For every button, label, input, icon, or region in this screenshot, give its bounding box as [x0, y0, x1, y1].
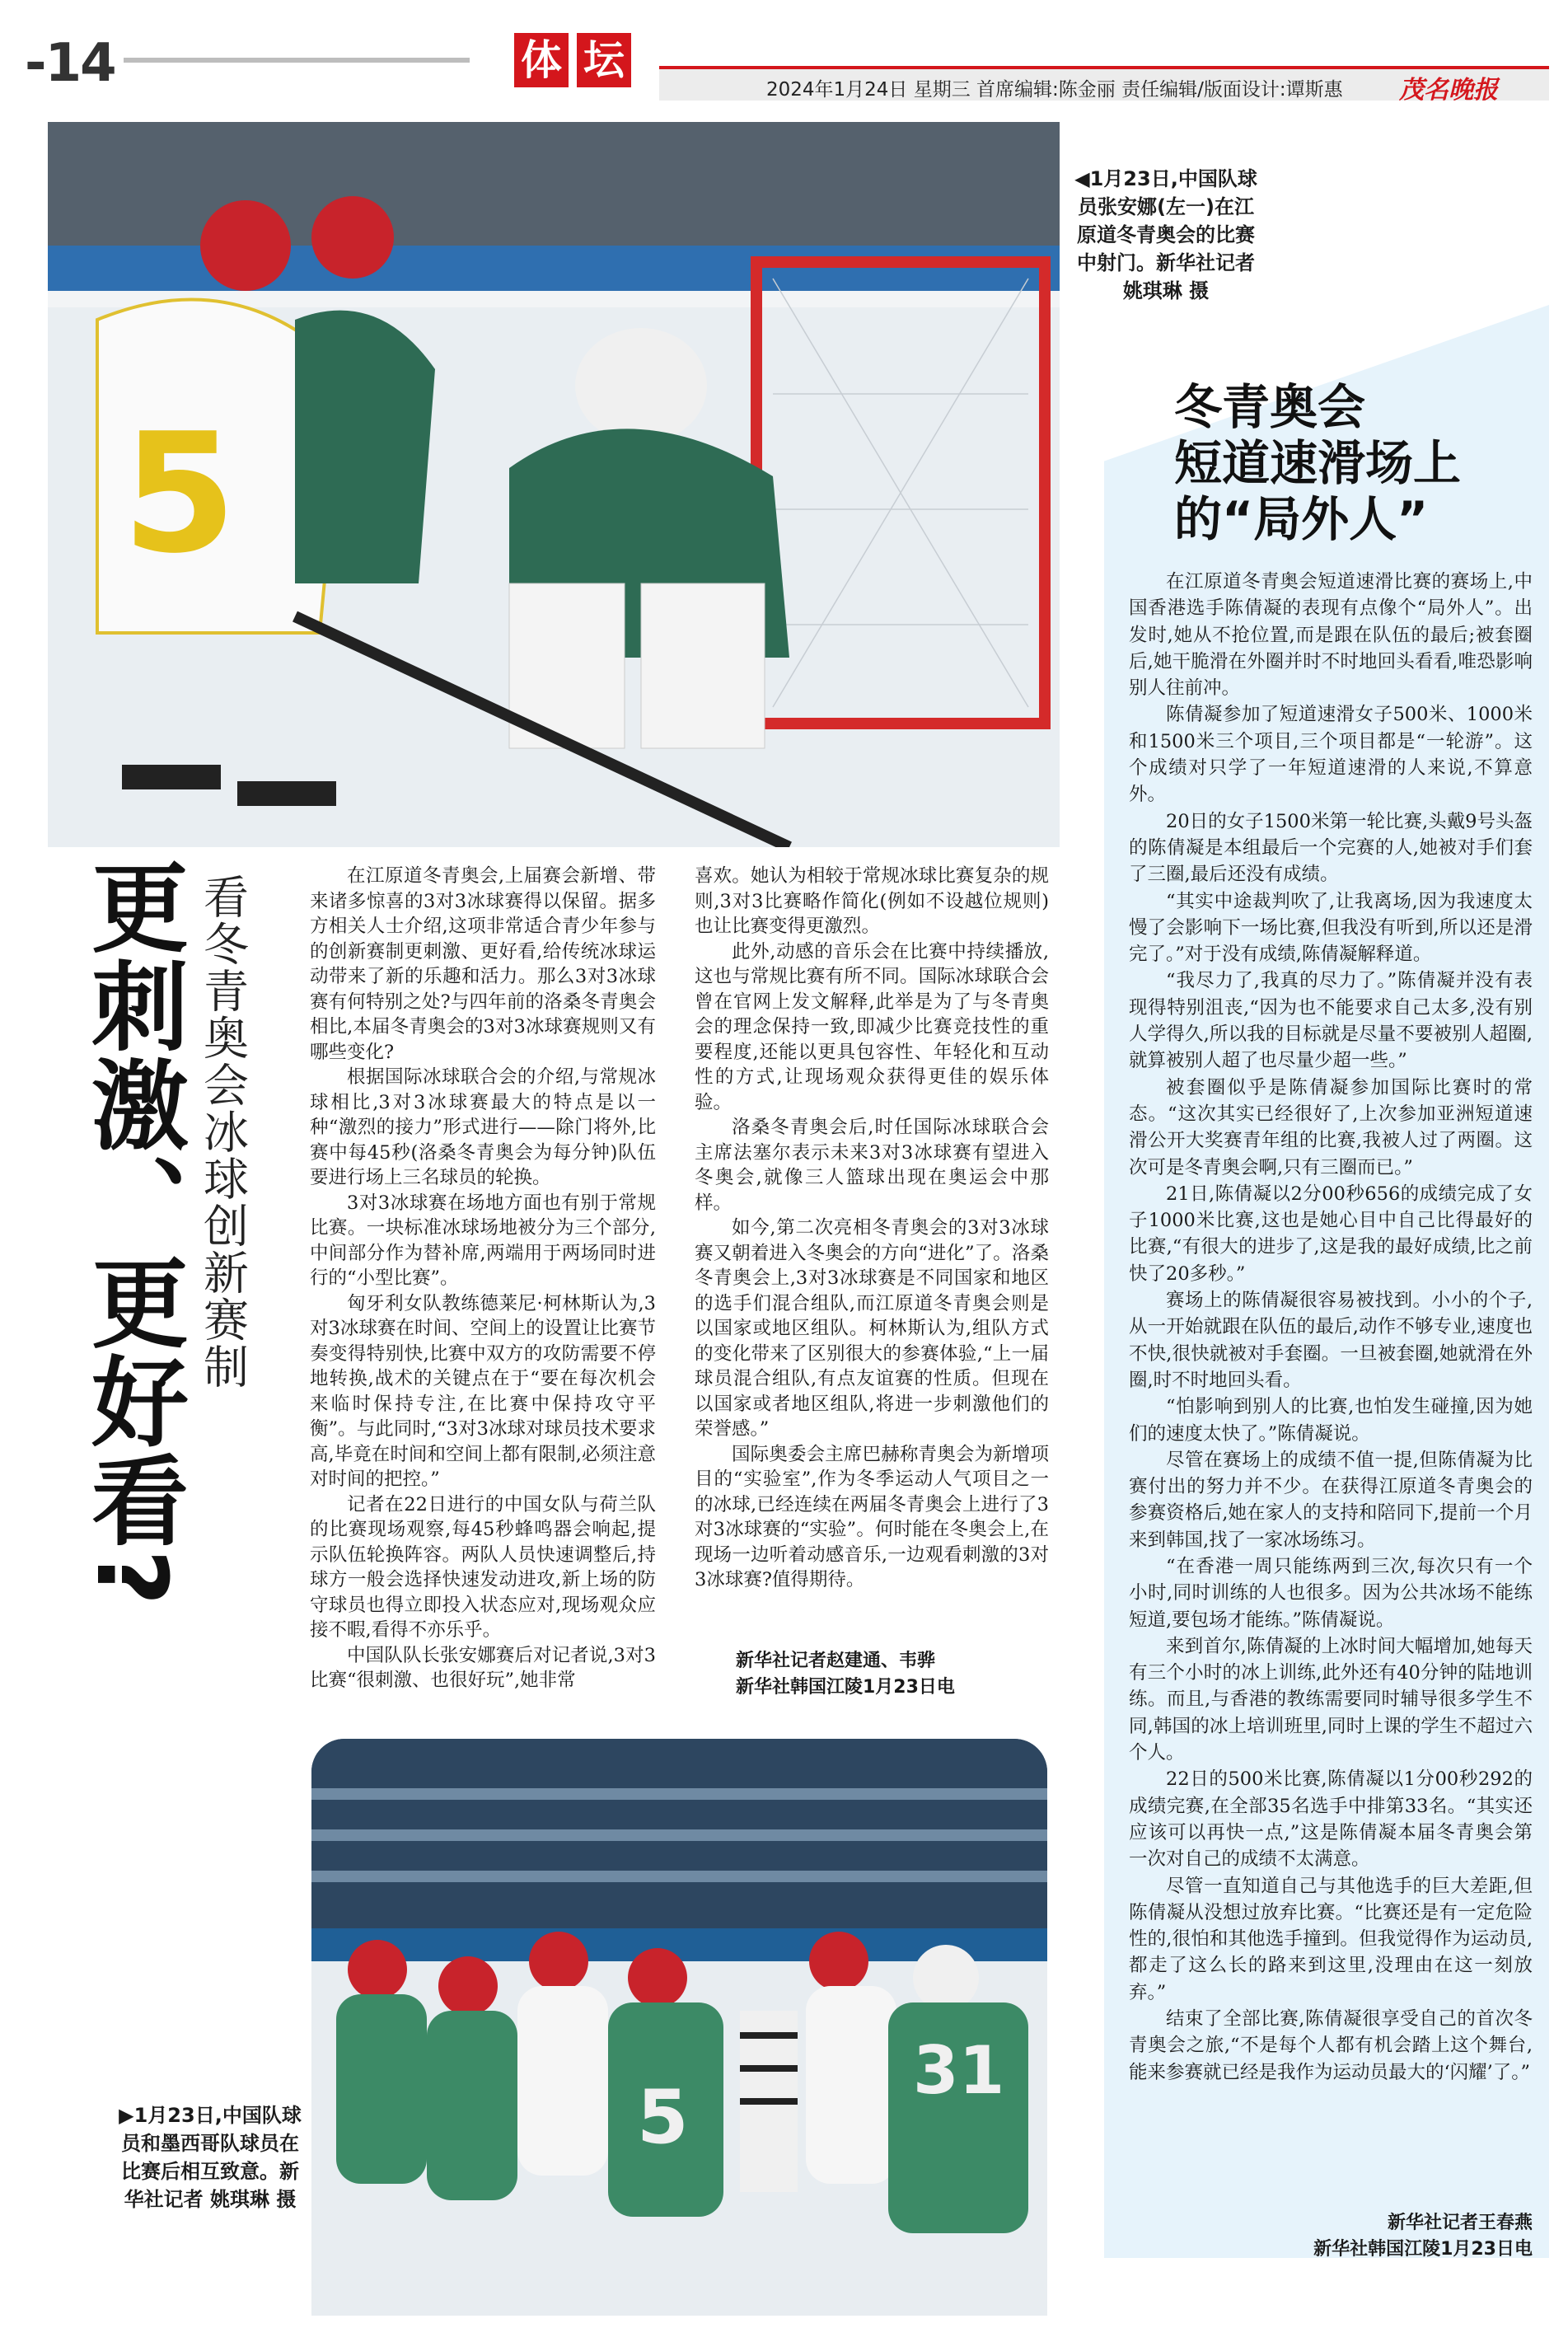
paragraph: 22日的500米比赛,陈倩凝以1分00秒292的成绩完赛,在全部35名选手中排第33名。“其实还应该可以再快一点,”这是陈倩凝本届冬青奥会第一次对自己的成绩不太满意。 [1129, 1768, 1533, 1871]
side-title-line: 短道速滑场上 [1174, 435, 1462, 491]
paragraph: 记者在22日进行的中国女队与荷兰队的比赛现场观察,每45秒蜂鸣器会响起,提示队伍轮换阵容。两队人员快速调整后,持球方一般会选择快速发动进攻,新上场的防守球员也得立即投入状态应对,现场观众应接不暇,看得不亦乐乎。 [310, 1493, 656, 1641]
paragraph: 3对3冰球赛在场地方面也有别于常规比赛。一块标准冰球场地被分为三个部分,中间部分作为替补席,两端用于两场同时进行的“小型比赛”。 [310, 1192, 656, 1289]
section-char-1: 体 [514, 33, 569, 87]
paragraph: 结束了全部比赛,陈倩凝很享受自己的首次冬青奥会之旅,“不是每个人都有机会踏上这个舞台,能来参赛就已经是我作为运动员最大的‘闪耀’了。” [1129, 2008, 1533, 2083]
svg-text:5: 5 [637, 2074, 689, 2161]
paragraph: 根据国际冰球联合会的介绍,与常规冰球相比,3对3冰球赛最大的特点是以一种“激烈的接力”形式进行——除门将外,比赛中每45秒(洛桑冬青奥会为每分钟)队伍要进行场上三名球员的轮换。 [310, 1066, 656, 1188]
issue-info: 2024年1月24日 星期三 首席编辑:陈金丽 责任编辑/版面设计:谭斯惠 [766, 79, 1343, 101]
photo-teams-greeting [311, 1739, 1047, 2316]
paragraph: 匈牙利女队教练德莱尼·柯林斯认为,3对3冰球赛在时间、空间上的设置让比赛节奏变得特别快,比赛中双方的攻防需要不停地转换,战术的关键点在于“要在每次机会来临时保持专注,在比赛中保持攻守平衡”。与此同时,“3对3冰球对球员技术要求高,毕竟在时间和空间上都有限制,必须注意对时间的把控。” [310, 1292, 656, 1490]
paragraph: 赛场上的陈倩凝很容易被找到。小小的个子,从一开始就跟在队伍的最后,动作不够专业,速度也不快,很快就被对手套圈。一旦被套圈,她就滑在外圈,时不时地回头看。 [1129, 1290, 1533, 1391]
paragraph: 如今,第二次亮相冬青奥会的3对3冰球赛又朝着进入冬奥会的方向“进化”了。洛桑冬青奥会上,3对3冰球赛是不同国家和地区的选手们混合组队,而江原道冬青奥会则是以国家或地区组队。柯林斯认为,组队方式的变化带来了区别很大的参赛体验,“上一届球员混合组队,有点友谊赛的性质。但现在以国家或者地区组队,将进一步刺激他们的荣誉感。” [695, 1217, 1049, 1440]
byline-line: 新华社记者赵建通、韦骅 [736, 1651, 936, 1671]
paragraph: 中国队队长张安娜赛后对记者说,3对3比赛“很刺激、也很好玩”,她非常 [310, 1644, 656, 1691]
main-subhead: 看冬青奥会冰球创新赛制 [196, 874, 249, 1390]
paragraph: 在江原道冬青奥会短道速滑比赛的赛场上,中国香港选手陈倩凝的表现有点像个“局外人”。出发时,她从不抢位置,而是跟在队伍的最后;被套圈后,她干脆滑在外圈并时不时地回头看看,唯恐影响别人往前冲。 [1129, 571, 1533, 700]
photo-teams-greeting-illustration [311, 1739, 1047, 2316]
byline-line: 新华社记者王春燕 [1387, 2213, 1533, 2233]
paragraph: “我尽力了,我真的尽力了。”陈倩凝并没有表现得特别沮丧,“因为也不能要求自己太多,没有别人学得久,所以我的目标就是尽量不要被别人超圈,就算被别人超了也尽量少超一些。” [1129, 970, 1533, 1072]
paragraph: 来到首尔,陈倩凝的上冰时间大幅增加,她每天有三个小时的冰上训练,此外还有40分钟的陆地训练。而且,与香港的教练需要同时辅导很多学生不同,韩国的冰上培训班里,同时上课的学生不超过六个人。 [1129, 1635, 1533, 1764]
paragraph: 洛桑冬青奥会后,时任国际冰球联合会主席法塞尔表示未来3对3冰球赛有望进入冬奥会,就像三人篮球出现在奥运会中那样。 [695, 1117, 1049, 1214]
side-title-line: 冬青奥会 [1174, 379, 1366, 435]
svg-text:5: 5 [122, 398, 237, 590]
paragraph: 陈倩凝参加了短道速滑女子500米、1000米和1500米三个项目,三个项目都是“一轮游”。这个成绩对只学了一年短道速滑的人来说,不算意外。 [1129, 704, 1533, 806]
paragraph: 在江原道冬青奥会,上届赛会新增、带来诸多惊喜的3对3冰球赛得以保留。据多方相关人士介绍,这项非常适合青少年参与的创新赛制更刺激、更好看,给传统冰球运动带来了新的乐趣和活力。那么3对3冰球赛有何特别之处?与四年前的洛桑冬青奥会相比,本届冬青奥会的3对3冰球赛规则又有哪些变化? [310, 865, 656, 1063]
main-headline: 更刺激、更好看? [75, 857, 189, 1608]
paragraph: 尽管在赛场上的成绩不值一提,但陈倩凝为比赛付出的努力并不少。在获得江原道冬青奥会的参赛资格后,她在家人的支持和陪同下,提前一个月来到韩国,找了一家冰场练习。 [1129, 1449, 1533, 1551]
paragraph: 国际奥委会主席巴赫称青奥会为新增项目的“实验室”,作为冬季运动人气项目之一的冰球,已经连续在两届冬青奥会上进行了3对3冰球赛的“实验”。何时能在冬奥会上,在现场一边听着动感音乐,一边观看刺激的3对3冰球赛?值得期待。 [695, 1443, 1049, 1590]
main-article-column-2 [695, 864, 1049, 1593]
paragraph: “怕影响到别人的比赛,也怕发生碰撞,因为她们的速度太快了。”陈倩凝说。 [1129, 1396, 1533, 1445]
paragraph: 被套圈似乎是陈倩凝参加国际比赛时的常态。“这次其实已经很好了,上次参加亚洲短道速滑公开大奖赛青年组的比赛,我被人过了两圈。这次可是冬青奥会啊,只有三圈而已。” [1129, 1076, 1533, 1178]
page-number: -14 [25, 33, 115, 94]
side-title-line: 的“局外人” [1174, 491, 1429, 547]
main-article-byline [695, 1648, 1049, 1701]
masthead-logo: 茂名晚报 [1399, 76, 1498, 105]
byline-line: 新华社韩国江陵1月23日电 [736, 1677, 955, 1698]
header-rule [124, 58, 470, 63]
paragraph: 20日的女子1500米第一轮比赛,头戴9号头盔的陈倩凝是本组最后一个完赛的人,她被对手们套了三圈,最后还没有成绩。 [1129, 810, 1533, 886]
photo-hockey-shot-illustration [48, 122, 1060, 847]
photo-hockey-shot [48, 122, 1060, 847]
svg-text:31: 31 [913, 2032, 1005, 2109]
section-char-2: 坛 [577, 33, 631, 87]
paragraph: 喜欢。她认为相较于常规冰球比赛复杂的规则,3对3比赛略作简化(例如不设越位规则)也让比赛变得更激烈。 [695, 865, 1049, 937]
side-article-body [1129, 569, 1533, 2086]
photo-bottom-caption: ▶1月23日,中国队球员和墨西哥队球员在比赛后相互致意。新华社记者 姚琪琳 摄 [119, 2104, 302, 2211]
byline-line: 新华社韩国江陵1月23日电 [1313, 2239, 1533, 2260]
side-article-byline [1170, 2210, 1533, 2263]
photo-top-caption: ◀1月23日,中国队球员张安娜(左一)在江原道冬青奥会的比赛中射门。新华社记者姚琪琳 摄 [1074, 167, 1257, 302]
main-article-column-1 [310, 864, 656, 1693]
paragraph: “其实中途裁判吹了,让我离场,因为我速度太慢了会影响下一场比赛,但我没有听到,所以还是滑完了。”对于没有成绩,陈倩凝解释道。 [1129, 890, 1533, 966]
side-article-title [1174, 379, 1537, 547]
paragraph: 此外,动感的音乐会在比赛中持续播放,这也与常规比赛有所不同。国际冰球联合会曾在官网上发文解释,此举是为了与冬青奥会的理念保持一致,即减少比赛竞技性的重要程度,还能以更具包容性、年轻化和互动性的方式,让现场观众获得更佳的娱乐体验。 [695, 940, 1049, 1113]
paragraph: “在香港一周只能练两到三次,每次只有一个小时,同时训练的人也很多。因为公共冰场不能练短道,要包场才能练。”陈倩凝说。 [1129, 1555, 1533, 1631]
paragraph: 21日,陈倩凝以2分00秒656的成绩完成了女子1000米比赛,这也是她心目中自己比得最好的比赛,“有很大的进步了,这是我的最好成绩,比之前快了20多秒。” [1129, 1183, 1533, 1285]
paragraph: 尽管一直知道自己与其他选手的巨大差距,但陈倩凝从没想过放弃比赛。“比赛还是有一定危险性的,很怕和其他选手撞到。但我觉得作为运动员,都走了这么长的路来到这里,没理由在这一刻放弃。” [1129, 1875, 1533, 2003]
